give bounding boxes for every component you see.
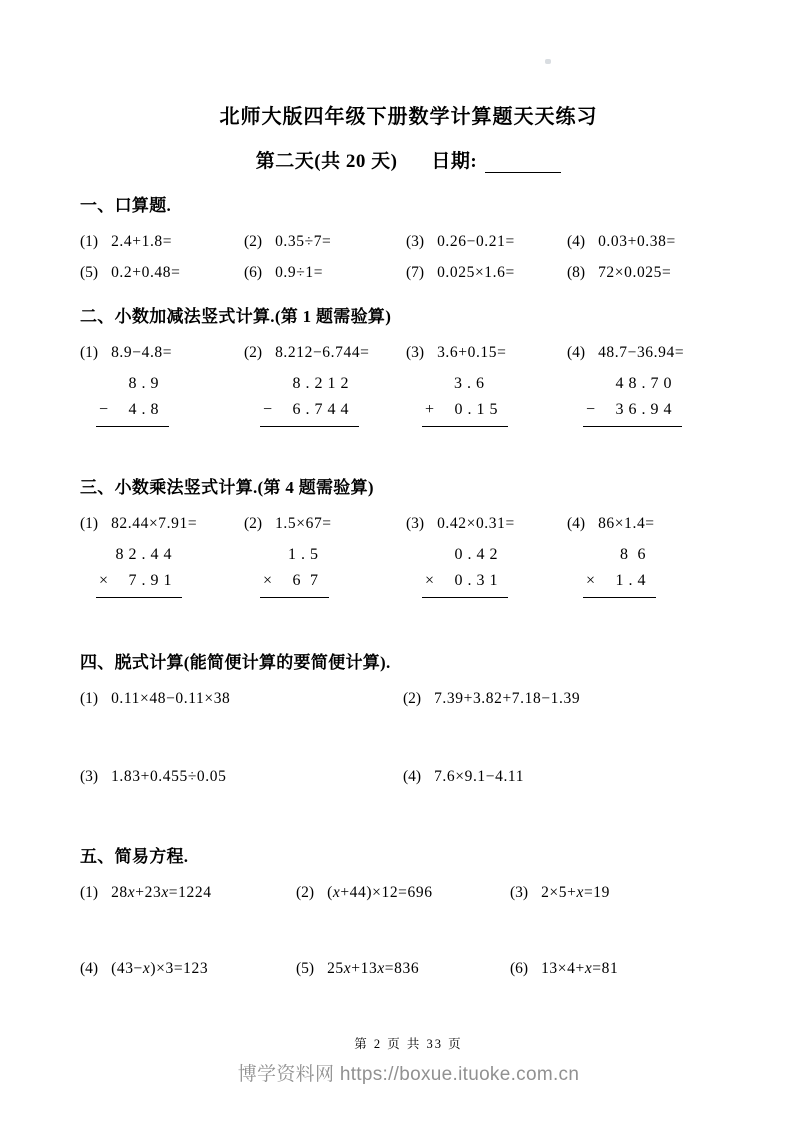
section-1-problems: [80, 233, 737, 282]
problem: [403, 768, 737, 786]
problem: [406, 264, 567, 282]
problem-number: (4): [80, 960, 99, 977]
problem-number: (5): [296, 960, 315, 977]
problem: [244, 233, 406, 251]
column-form-operator: ×: [425, 572, 435, 589]
problem-expression: 48.7−36.94=: [598, 344, 685, 361]
column-form-calculation: [260, 371, 359, 427]
column-form-operator: ×: [263, 572, 273, 589]
problem: [80, 884, 296, 902]
column-form-top-operand: 8 . 2 1 2: [292, 375, 350, 392]
column-form-calculation: [583, 542, 656, 598]
problem-expression: 86×1.4=: [598, 515, 655, 532]
column-form-calculation: [260, 542, 329, 598]
date-label: 日期:: [431, 151, 478, 172]
problem-expression: 0.26−0.21=: [437, 233, 515, 250]
column-form-bottom-operand: 1 . 4: [615, 572, 647, 589]
column-form-calculation: [422, 371, 508, 427]
problem-number: (3): [80, 768, 99, 785]
problem-expression: 3.6+0.15=: [437, 344, 507, 361]
problem-expression: 8.212−6.744=: [275, 344, 370, 361]
column-form-operator: +: [425, 401, 435, 418]
section-2-problems: [80, 344, 737, 427]
column-form-operator: −: [586, 401, 596, 418]
problem-expression: 28x+23x=1224: [111, 884, 212, 901]
problem-number: (2): [403, 690, 422, 707]
problem-number: (3): [406, 233, 425, 250]
column-form-bottom-operand: 4 . 8: [128, 401, 160, 418]
problem-number: (2): [244, 233, 263, 250]
section-3-problems: [80, 515, 737, 598]
document-subtitle: [80, 146, 737, 173]
problem-number: (3): [406, 344, 425, 361]
problem: [296, 884, 510, 902]
problem-expression: 0.025×1.6=: [437, 264, 515, 281]
section-3-heading: 三、小数乘法竖式计算.(第 4 题需验算): [80, 478, 374, 497]
problem-number: (8): [567, 264, 586, 281]
problem-expression: 8.9−4.8=: [111, 344, 173, 361]
problem-expression: 72×0.025=: [598, 264, 672, 281]
problem: [80, 960, 296, 978]
problem: [80, 768, 403, 786]
problem-number: (3): [510, 884, 529, 901]
problem: [244, 264, 406, 282]
section-4-heading: 四、脱式计算(能简便计算的要简便计算).: [80, 653, 391, 672]
problem: [406, 233, 567, 251]
problem-expression: 2×5+x=19: [541, 884, 610, 901]
problem: [80, 233, 244, 251]
section-5-heading: 五、简易方程.: [80, 847, 189, 866]
problem-expression: (43−x)×3=123: [111, 960, 209, 977]
problem-number: (4): [567, 233, 586, 250]
column-form-top-operand: 3 . 6: [454, 375, 499, 392]
section-2-heading: 二、小数加减法竖式计算.(第 1 题需验算): [80, 307, 392, 326]
problem-expression: 0.35÷7=: [275, 233, 332, 250]
problem-number: (6): [510, 960, 529, 977]
column-form-top-operand: 8 . 9: [128, 375, 160, 392]
problem: [80, 264, 244, 282]
section-1-heading: 一、口算题.: [80, 196, 172, 215]
problem-expression: 1.5×67=: [275, 515, 332, 532]
problem-expression: 0.9÷1=: [275, 264, 324, 281]
column-form-operator: ×: [586, 572, 596, 589]
document-title: 北师大版四年级下册数学计算题天天练习: [219, 106, 598, 128]
problem-number: (2): [296, 884, 315, 901]
column-form-calculation: [422, 542, 508, 598]
problem-number: (4): [567, 515, 586, 532]
column-form-bottom-operand: 7 . 9 1: [128, 572, 173, 589]
problem-number: (1): [80, 884, 99, 901]
problem-with-column-form: [80, 515, 244, 598]
day-counter: 第二天(共 20 天): [255, 151, 398, 172]
problem-expression: 82.44×7.91=: [111, 515, 198, 532]
problem: [567, 264, 737, 282]
problem-number: (4): [403, 768, 422, 785]
problem: [510, 960, 737, 978]
column-form-top-operand: 0 . 4 2: [454, 546, 499, 563]
column-form-top-operand: 1 . 5: [288, 546, 319, 563]
problem-expression: 7.6×9.1−4.11: [434, 768, 525, 785]
column-form-top-operand: 4 8 . 7 0: [615, 375, 673, 392]
problem: [510, 884, 737, 902]
column-form-top-operand: 8 2 . 4 4: [115, 546, 173, 563]
problem-expression: 7.39+3.82+7.18−1.39: [434, 690, 581, 707]
problem-with-column-form: [244, 344, 406, 427]
column-form-top-operand: 8 6: [620, 546, 647, 563]
column-form-operator: −: [99, 401, 109, 418]
problem-with-column-form: [406, 515, 567, 598]
problem-number: (2): [244, 515, 263, 532]
problem-expression: 25x+13x=836: [327, 960, 420, 977]
problem-with-column-form: [567, 344, 737, 427]
problem: [403, 690, 737, 708]
column-form-bottom-operand: 6 7: [292, 572, 319, 589]
problem-expression: 0.2+0.48=: [111, 264, 181, 281]
column-form-calculation: [96, 371, 169, 427]
column-form-bottom-operand: 0 . 1 5: [454, 401, 499, 418]
problem-number: (5): [80, 264, 99, 281]
date-blank-line: [485, 152, 561, 173]
column-form-bottom-operand: 0 . 3 1: [454, 572, 499, 589]
problem-with-column-form: [567, 515, 737, 598]
column-form-calculation: [96, 542, 182, 598]
problem-expression: 2.4+1.8=: [111, 233, 173, 250]
problem-expression: 13×4+x=81: [541, 960, 619, 977]
problem-with-column-form: [406, 344, 567, 427]
column-form-operator: ×: [99, 572, 109, 589]
problem-expression: 1.83+0.455÷0.05: [111, 768, 227, 785]
problem: [296, 960, 510, 978]
column-form-bottom-operand: 6 . 7 4 4: [292, 401, 350, 418]
problem-number: (1): [80, 344, 99, 361]
problem-expression: 0.42×0.31=: [437, 515, 515, 532]
problem: [567, 233, 737, 251]
section-4-problems: [80, 690, 737, 786]
problem-number: (6): [244, 264, 263, 281]
problem-number: (1): [80, 233, 99, 250]
column-form-bottom-operand: 3 6 . 9 4: [615, 401, 673, 418]
problem-number: (3): [406, 515, 425, 532]
page-number: 第 2 页 共 33 页: [354, 1037, 463, 1051]
problem-number: (2): [244, 344, 263, 361]
problem-number: (4): [567, 344, 586, 361]
problem-with-column-form: [80, 344, 244, 427]
problem-expression: 0.03+0.38=: [598, 233, 676, 250]
problem-number: (7): [406, 264, 425, 281]
watermark-source-link: 博学资料网 https://boxue.ituoke.com.cn: [237, 1064, 580, 1085]
problem-expression: 0.11×48−0.11×38: [111, 690, 231, 707]
problem-expression: (x+44)×12=696: [327, 884, 433, 901]
problem-number: (1): [80, 690, 99, 707]
problem-number: (1): [80, 515, 99, 532]
section-5-problems: [80, 884, 737, 978]
column-form-operator: −: [263, 401, 273, 418]
scan-artifact: [545, 59, 551, 64]
column-form-calculation: [583, 371, 682, 427]
problem-with-column-form: [244, 515, 406, 598]
problem: [80, 690, 403, 708]
